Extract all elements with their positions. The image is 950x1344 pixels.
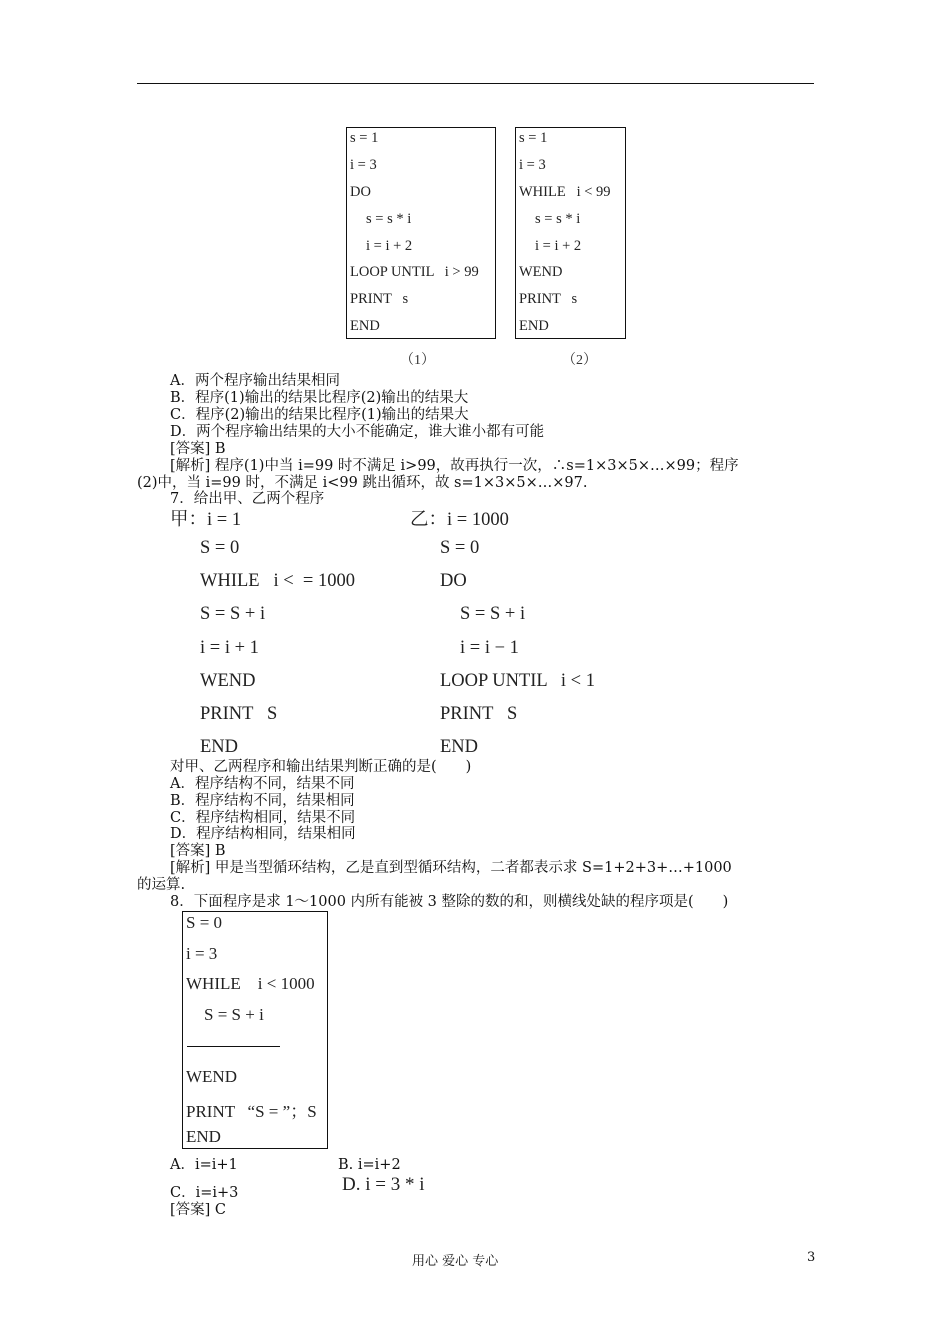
figure-caption-1: （1） (400, 353, 435, 368)
code-line: END (350, 318, 380, 334)
jia-line: S = S + i (200, 604, 266, 624)
q6-analysis-line-1: [解析] 程序(1)中当 i=99 时不满足 i>99，故再执行一次，∴s=1×3×5×…×99；程序 (170, 458, 739, 474)
q6-option-d: D．两个程序输出结果的大小不能确定，谁大谁小都有可能 (170, 424, 545, 440)
program-2-box (515, 127, 626, 339)
q7-stem: 对甲、乙两程序和输出结果判断正确的是( ) (170, 759, 472, 775)
code-line: S = 0 (186, 913, 223, 932)
q6-option-a: A．两个程序输出结果相同 (170, 373, 340, 389)
q7-analysis-line-2: 的运算. (137, 877, 186, 893)
jia-line: i = i + 1 (200, 638, 259, 658)
q7-title: 7．给出甲、乙两个程序 (170, 491, 325, 507)
q8-option-a: A．i=i+1 (170, 1157, 238, 1173)
program-1-box (346, 127, 496, 339)
code-line: s = s * i (366, 211, 412, 227)
code-line: i = i + 2 (535, 238, 582, 254)
code-line: WEND (186, 1067, 237, 1086)
yi-line: i = i − 1 (460, 638, 519, 658)
yi-line: 乙：i = 1000 (410, 510, 509, 530)
code-line: WEND (519, 264, 563, 280)
q7-option-b: B．程序结构不同，结果相同 (170, 793, 355, 809)
q6-analysis-line-2: (2)中，当 i=99 时，不满足 i<99 跳出循环，故 s=1×3×5×…×97. (137, 475, 588, 491)
jia-line: WEND (200, 671, 256, 691)
code-line: i = 3 (350, 157, 377, 173)
q6-answer: [答案] B (170, 441, 226, 457)
figure-caption-2: （2） (562, 353, 597, 368)
yi-line: PRINT S (440, 704, 518, 724)
yi-line: END (440, 737, 479, 757)
yi-line: LOOP UNTIL i < 1 (440, 671, 595, 691)
yi-line: S = S + i (460, 604, 526, 624)
missing-statement-blank (187, 1046, 280, 1047)
jia-line: WHILE i < = 1000 (200, 571, 355, 591)
code-line: WHILE i < 99 (519, 184, 611, 200)
q6-option-b: B．程序(1)输出的结果比程序(2)输出的结果大 (170, 390, 469, 406)
q8-option-c: C．i=i+3 (170, 1185, 239, 1201)
code-line: WHILE i < 1000 (186, 974, 315, 993)
jia-line: END (200, 737, 239, 757)
q6-option-c: C．程序(2)输出的结果比程序(1)输出的结果大 (170, 407, 469, 423)
code-line: i = 3 (186, 944, 218, 963)
jia-line: PRINT S (200, 704, 278, 724)
q8-answer: [答案] C (170, 1202, 227, 1218)
q8-option-d: D. i = 3 * i (342, 1174, 425, 1195)
yi-line: S = 0 (440, 538, 480, 558)
code-line: PRINT s (350, 291, 409, 307)
code-line: s = 1 (519, 130, 548, 146)
q7-option-c: C．程序结构相同，结果不同 (170, 810, 356, 826)
code-line: PRINT “S = ”；S (186, 1102, 317, 1121)
q8-option-b: B. i=i+2 (338, 1157, 401, 1173)
footer-slogan: 用心 爱心 专心 (412, 1254, 499, 1269)
q7-option-d: D．程序结构相同，结果相同 (170, 826, 356, 842)
code-line: s = s * i (535, 211, 581, 227)
q7-answer: [答案] B (170, 843, 226, 859)
yi-line: DO (440, 571, 467, 591)
jia-line: S = 0 (200, 538, 240, 558)
jia-line: 甲：i = 1 (170, 510, 242, 530)
q8-stem: 8．下面程序是求 1～1000 内所有能被 3 整除的数的和，则横线处缺的程序项是( ) (170, 894, 729, 910)
code-line: S = S + i (204, 1005, 264, 1024)
header-rule (137, 83, 814, 84)
q7-option-a: A．程序结构不同，结果不同 (170, 776, 355, 792)
code-line: PRINT s (519, 291, 578, 307)
code-line: i = 3 (519, 157, 546, 173)
code-line: s = 1 (350, 130, 379, 146)
code-line: END (186, 1127, 221, 1146)
page-number: 3 (807, 1250, 816, 1265)
q7-analysis-line-1: [解析] 甲是当型循环结构，乙是直到型循环结构，二者都表示求 S=1+2+3+…+1000 (170, 860, 732, 876)
code-line: END (519, 318, 549, 334)
code-line: LOOP UNTIL i > 99 (350, 264, 479, 280)
code-line: DO (350, 184, 371, 200)
code-line: i = i + 2 (366, 238, 413, 254)
q8-program-box (182, 911, 328, 1149)
